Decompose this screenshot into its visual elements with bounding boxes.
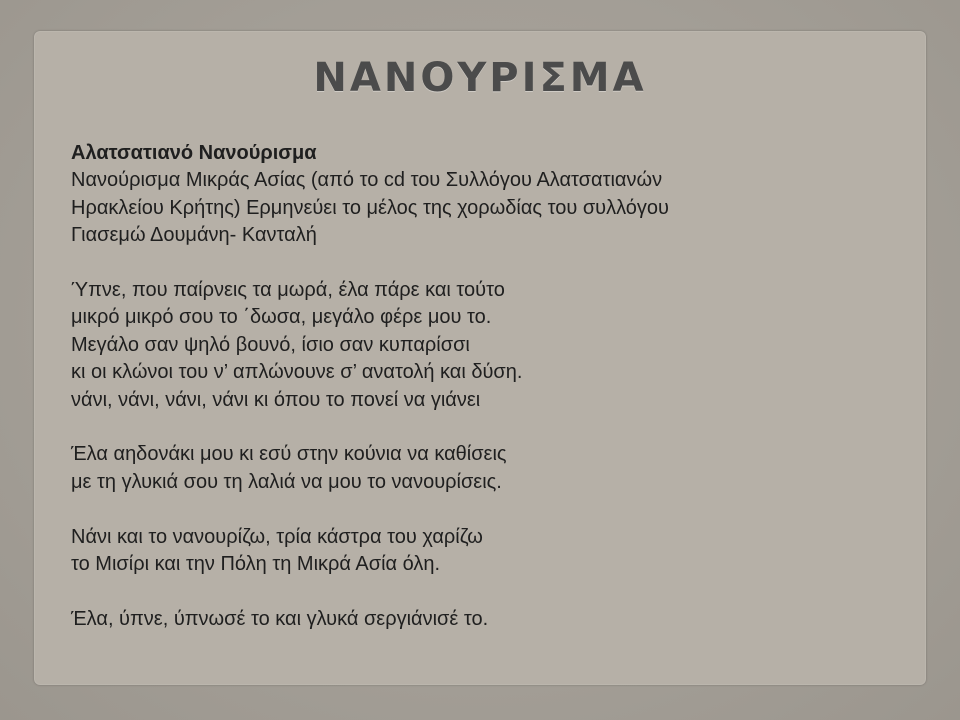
lyric-line: με τη γλυκιά σου τη λαλιά να μου το νανουρίσεις.: [71, 470, 502, 493]
slide-body: [71, 140, 891, 633]
stanza-2: [71, 441, 891, 496]
slide-title: ΝΑΝΟΥΡΙΣΜΑ: [313, 55, 647, 101]
stanza-3: [71, 524, 891, 579]
intro-line: Ηρακλείου Κρήτης) Ερμηνεύει το μέλος της χορωδίας του συλλόγου: [71, 196, 669, 219]
lyric-line: κι οι κλώνοι του ν’ απλώνουνε σ’ ανατολή και δύση.: [71, 361, 523, 384]
spacer: [71, 496, 891, 523]
intro-line: Νανούρισμα Μικράς Ασίας (από το cd του Συλλόγου Αλατσατιανών: [71, 169, 663, 192]
stanza-4: [71, 606, 891, 633]
lyric-line: Έλα αηδονάκι μου κι εσύ στην κούνια να καθίσεις: [71, 443, 507, 466]
stanza-1: [71, 277, 891, 414]
intro-line: Γιασεμώ Δουμάνη- Κανταλή: [71, 224, 317, 247]
spacer: [71, 414, 891, 441]
lyric-line: μικρό μικρό σου το ΄δωσα, μεγάλο φέρε μου το.: [71, 306, 492, 329]
lyric-line: Έλα, ύπνε, ύπνωσέ το και γλυκά σεργιάνισέ το.: [71, 607, 489, 630]
spacer: [71, 578, 891, 605]
lyric-line: το Μισίρι και την Πόλη τη Μικρά Ασία όλη.: [71, 553, 441, 576]
spacer: [71, 250, 891, 277]
intro-paragraph: [71, 167, 891, 249]
lyric-line: νάνι, νάνι, νάνι, νάνι κι όπου το πονεί να γιάνει: [71, 388, 481, 411]
lyric-line: Νάνι και το νανουρίζω, τρία κάστρα του χαρίζω: [71, 525, 483, 548]
lyric-line: Μεγάλο σαν ψηλό βουνό, ίσιο σαν κυπαρίσσι: [71, 333, 470, 356]
song-subtitle: Αλατσατιανό Νανούρισμα: [71, 142, 317, 164]
lyric-line: Ύπνε, που παίρνεις τα μωρά, έλα πάρε και τούτο: [71, 279, 505, 302]
